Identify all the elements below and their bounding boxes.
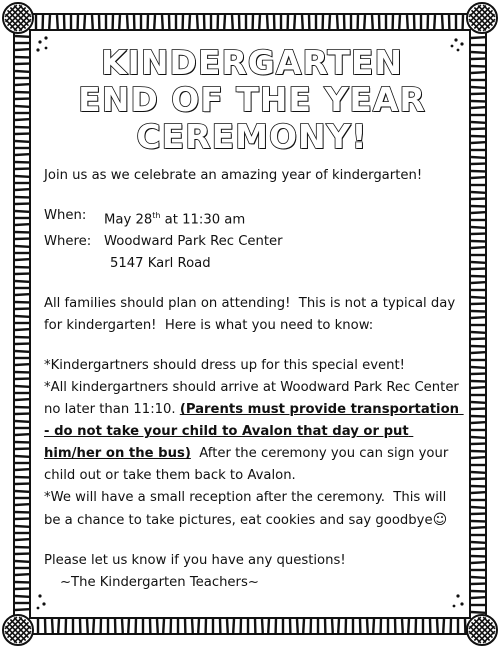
address-value: 5147 Karl Road <box>110 256 211 272</box>
families-text: All families should plan on attending! This is not a typical day for kindergarten! Here is what you need to know: <box>44 296 460 334</box>
bullet-dress-up: *Kindergartners should dress up for this special event! <box>44 358 405 374</box>
reception-text: *We will have a small reception after the ceremony. This will be a chance to take pictures, eat cookies and say goodbye <box>44 490 451 529</box>
flyer-content <box>44 40 464 594</box>
smiley-icon: ☺ <box>432 512 448 529</box>
where-row <box>44 231 460 253</box>
bullet-arrival <box>44 377 464 487</box>
closing-text: Please let us know if you have any questions! <box>44 553 346 569</box>
when-date-suffix: th <box>152 211 161 220</box>
flyer-title <box>44 44 460 155</box>
when-value <box>104 205 245 231</box>
when-row <box>44 205 460 231</box>
title-line-1: KINDERGARTEN <box>100 43 404 82</box>
address-row <box>44 253 460 275</box>
transportation-note: (Parents must provide transportation - do not take your child to Avalon that day or put him/her on the bus) <box>44 402 464 462</box>
arrival-text: *All kindergartners should arrive at Woodward Park Rec Center no later than 11:10. <box>44 380 464 418</box>
bullet-reception <box>44 487 460 532</box>
when-label: When: <box>44 208 87 223</box>
title-line-3: CEREMONY! <box>136 117 368 156</box>
title-line-2: END OF THE YEAR <box>78 80 426 119</box>
when-date: May 28 <box>104 212 153 228</box>
where-label: Where: <box>44 234 92 250</box>
intro-text: Join us as we celebrate an amazing year of kindergarten! <box>44 168 423 183</box>
where-value: Woodward Park Rec Center <box>104 234 283 250</box>
after-ceremony-text: After the ceremony you can sign your child out or take them back to Avalon. <box>44 446 453 484</box>
when-time: at 11:30 am <box>160 212 246 228</box>
signature: ~The Kindergarten Teachers~ <box>60 575 259 591</box>
